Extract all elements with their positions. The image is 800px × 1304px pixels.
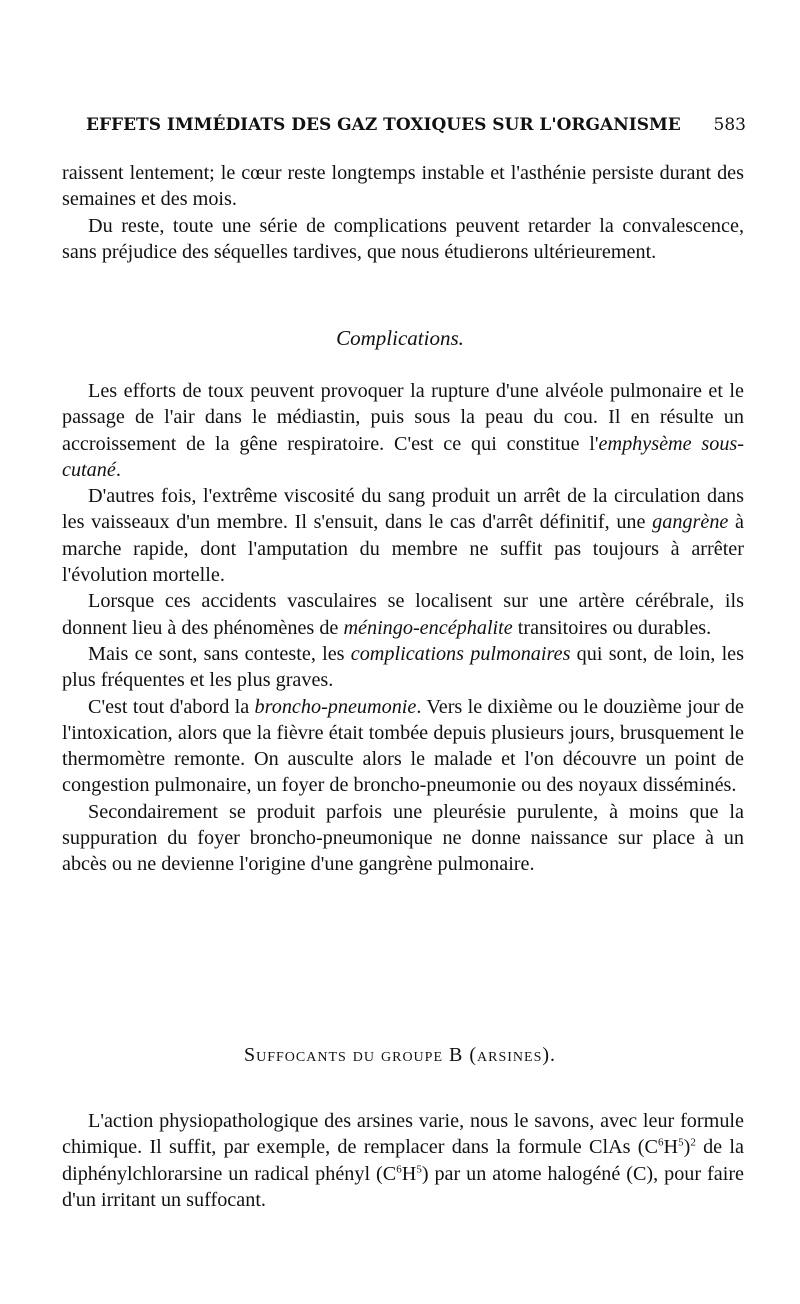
paragraph-continued: raissent lentement; le cœur reste longtemps instable et l'asthénie persiste durant des semaines et des mois. xyxy=(62,162,744,211)
section-heading-suffocants: Suffocants du groupe B (arsines). xyxy=(243,1044,557,1066)
complications-paragraphs xyxy=(62,378,744,878)
text: qui sont, de loin, les plus fréquentes et les plus graves. xyxy=(62,642,745,692)
text: Lorsque ces accidents vasculaires se localisent sur une artère cérébrale, ils donnent lieu à des phénomènes de xyxy=(62,590,744,639)
section-heading-complications: Complications. xyxy=(336,326,464,350)
running-head-title: EFFETS IMMÉDIATS DES GAZ TOXIQUES SUR L'ORGANISME xyxy=(86,115,681,135)
term-broncho: broncho-pneumonie xyxy=(254,695,417,718)
text: ) par un atome halogéné (C), pour faire d'un irritant un suffocant. xyxy=(62,1162,745,1211)
paragraph-meningo xyxy=(62,588,744,641)
paragraph-convalescence: Du reste, toute une série de complications peuvent retarder la convalescence, sans préjudice des séquelles tardives, que nous étudierons ultérieurement. xyxy=(62,214,744,263)
running-head xyxy=(86,115,746,135)
text: à marche rapide, dont l'amputation du membre ne suffit pas toujours à arrêter l'évolution mortelle. xyxy=(62,511,744,587)
text: H xyxy=(401,1162,417,1185)
paragraph-broncho xyxy=(62,694,744,799)
arsines-paragraphs xyxy=(62,1108,744,1213)
superscript: 6 xyxy=(657,1136,664,1149)
paragraph-pulmonaires xyxy=(62,641,744,694)
text: transitoires ou durables. xyxy=(512,616,712,639)
text: Les efforts de toux peuvent provoquer la rupture d'une alvéole pulmonaire et le passage de l'air dans le médiastin, puis sous la peau du cou. Il en résulte un accroissement de la gêne respiratoire. C'est ce qui constitue l' xyxy=(62,380,744,455)
text: Mais ce sont, sans conteste, les xyxy=(88,642,351,665)
superscript: 2 xyxy=(690,1136,696,1149)
term-pulmonaires: complications pulmonaires xyxy=(350,642,571,665)
page-number: 583 xyxy=(713,115,746,135)
text: de la diphénylchlorarsine un radical phényl (C xyxy=(62,1136,744,1185)
term-emphyseme: emphysème sous-cutané xyxy=(62,432,744,481)
superscript: 6 xyxy=(396,1162,402,1175)
superscript: 5 xyxy=(678,1136,684,1149)
paragraph-emphyseme xyxy=(62,378,744,483)
text: ) xyxy=(683,1136,691,1159)
paragraph-pleuresie: Secondairement se produit parfois une pleurésie purulente, à moins que la suppuration du foyer broncho-pneumonique ne donne naissance sur place à un abcès ou ne devienne l'origine d'une gangrène pulmonaire. xyxy=(62,800,744,876)
text: D'autres fois, l'extrême viscosité du sang produit un arrêt de la circulation dans les vaisseaux d'un membre. Il s'ensuit, dans le cas d'arrêt définitif, une xyxy=(62,485,744,534)
text: . Vers le dixième ou le douzième jour de l'intoxication, alors que la fièvre était tombée depuis plusieurs jours, brusquement le thermomètre remonte. On ausculte alors le malade et l'on découvre un point de congestion pulmonaire, un foyer de broncho-pneumonie ou des noyaux disséminés. xyxy=(62,695,744,797)
text: C'est tout d'abord la xyxy=(88,695,255,718)
paragraph-arsines xyxy=(62,1108,744,1213)
superscript: 5 xyxy=(416,1162,422,1175)
text: . xyxy=(115,458,121,481)
term-gangrene: gangrène xyxy=(652,511,729,534)
text: L'action physiopathologique des arsines varie, nous le savons, avec leur formule chimique. Il suffit, par exemple, de remplacer dans la formule ClAs (C xyxy=(62,1110,744,1159)
text: H xyxy=(663,1136,679,1159)
opening-paragraphs xyxy=(62,160,744,265)
term-meningo: méningo-encéphalite xyxy=(343,616,513,639)
paragraph-gangrene xyxy=(62,483,744,588)
